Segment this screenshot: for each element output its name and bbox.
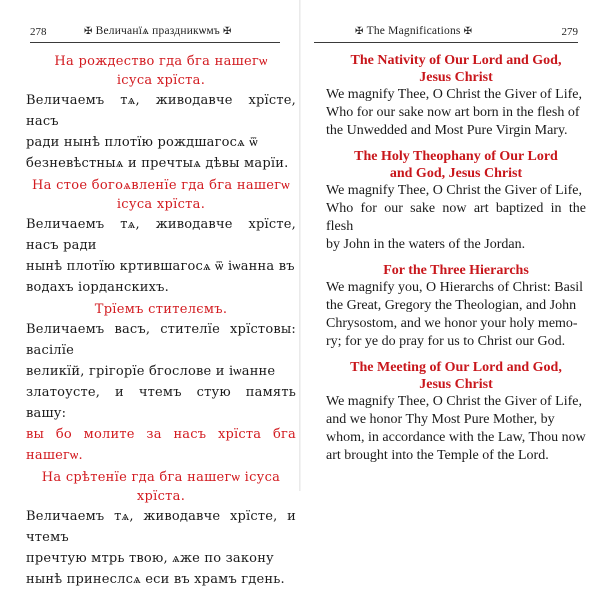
cross-ornament-icon: ✠ xyxy=(463,26,473,37)
en-section-theophany xyxy=(326,148,586,254)
en-section-three-hierarchs xyxy=(326,262,586,351)
cross-ornament-icon: ✠ xyxy=(84,26,93,37)
en-section-text: We magnify Thee, O Christ the Giver of Life, Who for our sake now art baptized in the flesh by John in the waters of the Jordan. xyxy=(326,183,586,252)
book-gutter xyxy=(299,0,301,491)
right-page xyxy=(302,0,600,491)
en-section-text: We magnify Thee, O Christ the Giver of Life, and we honor Thy Most Pure Mother, by whom, in accordance with the Law, Thou now art brought into the Temple of the Lord. xyxy=(326,394,586,463)
sl-section-text: Величаемъ тѧ, живодавче хрїсте, насъ ради нынѣ плотїю кртившагосѧ ѿ іѡанна въ водахъ іорданскихъ. xyxy=(26,217,296,295)
sl-red-line: вы бо молите за насъ хрїста бга нашегѡ. xyxy=(26,427,296,463)
right-header-rule xyxy=(314,42,578,43)
left-page-header xyxy=(30,18,280,38)
left-page-number: 278 xyxy=(30,26,47,38)
en-section-meeting xyxy=(326,359,586,465)
en-section-title: The Nativity of Our Lord and God, Jesus Christ xyxy=(350,53,562,85)
cross-ornament-icon: ✠ xyxy=(222,26,232,37)
sl-section-title: На срѣтенїе гда бга нашегѡ ісуса хрїста. xyxy=(41,470,281,504)
left-page xyxy=(0,0,298,587)
en-section-title: The Holy Theophany of Our Lord and God, Jesus Christ xyxy=(354,149,558,181)
sl-section-theophany xyxy=(26,176,296,298)
sl-section-title: На стое богоѧвленїе гда бга нашегѡ ісуса хрїста. xyxy=(32,178,290,212)
en-section-nativity xyxy=(326,52,586,140)
sl-section-text: Величаемъ тѧ, живодавче хрїсте, и чтемъ пречтую мтрь твою, ѧже по закону нынѣ принеслсѧ еси въ храмъ гдень. xyxy=(26,509,296,587)
en-section-title: The Meeting of Our Lord and God, Jesus Christ xyxy=(350,360,562,392)
sl-section-meeting xyxy=(26,468,296,590)
left-running-header: ✠ Величанїѧ праздникѡмъ ✠ xyxy=(84,25,232,37)
right-running-header: ✠ The Magnifications ✠ xyxy=(355,25,473,37)
right-page-body xyxy=(326,52,586,473)
sl-section-nativity xyxy=(26,52,296,174)
cross-ornament-icon: ✠ xyxy=(355,26,364,37)
right-page-header xyxy=(314,18,578,38)
right-page-number: 279 xyxy=(561,26,578,38)
left-page-body xyxy=(26,52,296,592)
sl-section-title: На рождество гда бга нашегѡ ісуса хрїста. xyxy=(54,54,268,88)
sl-section-text: Величаемъ тѧ, живодавче хрїсте, насъ ради нынѣ плотїю рождшагосѧ ѿ безневѣстныѧ и пречтыѧ дѣвы марїи. xyxy=(26,93,296,171)
sl-section-text: Величаемъ васъ, стителїе хрїстовы: васілїе великїй, грігорїе бгослове и іѡанне златоусте, и чтемъ стую память вашу: вы бо молите за насъ хрїста бга нашегѡ. xyxy=(26,319,296,466)
en-section-text: We magnify Thee, O Christ the Giver of Life, Who for our sake now art born in the flesh of the Unwedded and Most Pure Virgin Mary. xyxy=(326,87,582,138)
left-header-rule xyxy=(30,42,280,43)
sl-section-title: Трїемъ стителємъ. xyxy=(94,302,228,317)
sl-section-three-hierarchs xyxy=(26,300,296,466)
en-section-title: For the Three Hierarchs xyxy=(383,263,529,278)
en-section-text: We magnify you, O Hierarchs of Christ: Basil the Great, Gregory the Theologian, and John Chrysostom, and we honor your holy memo- ry; for ye do pray for us to Christ our God. xyxy=(326,280,584,349)
